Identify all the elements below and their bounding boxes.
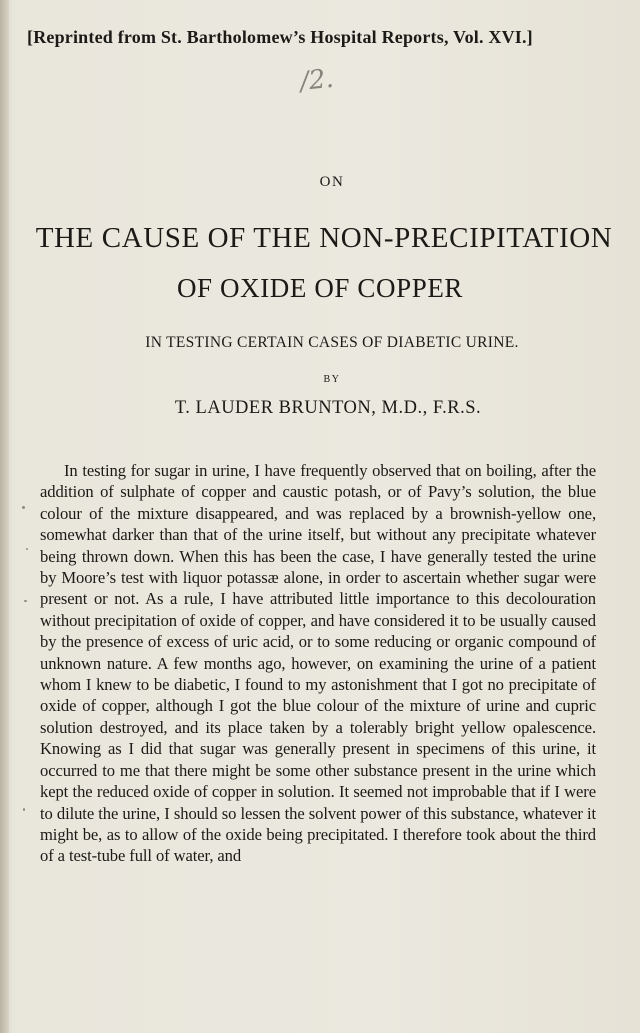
reprint-note: [Reprinted from St. Bartholomew’s Hospital Reports, Vol. XVI.] — [27, 27, 533, 47]
body-text — [40, 460, 596, 867]
byline-prefix: BY — [323, 374, 341, 385]
handwritten-mark: /2. — [298, 63, 336, 98]
paper-fleck — [22, 506, 25, 509]
binding-edge — [0, 0, 9, 1033]
title-prefix: ON — [319, 174, 345, 190]
paper-fleck — [24, 600, 27, 602]
title-line-2: OF OXIDE OF COPPER — [176, 273, 464, 303]
subtitle: IN TESTING CERTAIN CASES OF DIABETIC URINE. — [145, 334, 519, 351]
paper-fleck — [23, 808, 25, 811]
author: T. LAUDER BRUNTON, M.D., F.R.S. — [174, 398, 482, 418]
paper-fleck — [26, 548, 28, 550]
body-paragraph: In testing for sugar in urine, I have frequently observed that on boiling, after the addition of sulphate of copper and caustic potash, or of Pavy’s solution, the blue colour of the mixture disappeared, and was replaced by a brownish-yellow one, somewhat darker than that of the urine itself, but without any precipitate whatever being thrown down. When this has been the case, I have generally tested the urine by Moore’s test with liquor potassæ alone, in order to ascertain whether sugar were present or not. As a rule, I have attributed little importance to this decolouration without precipitation of oxide of copper, and have considered it to be usually caused by the presence of excess of uric acid, or to some reducing or organic compound of unknown nature. A few months ago, however, on examining the urine of a patient whom I knew to be diabetic, I found to my astonishment that I got no precipitate of oxide of copper, although I got the blue colour of the mixture of urine and cupric solution destroyed, and its place taken by a tolerably bright yellow opalescence. Knowing as I did that sugar was generally present in specimens of this urine, it occurred to me that there might be some other substance present in the urine which kept the reduced oxide of copper in solution. It seemed not improbable that if I were to dilute the urine, I should so lessen the solvent power of this substance, whatever it might be, as to allow of the oxide being precipitated. I therefore took about the third of a test-tube full of water, and — [40, 461, 596, 866]
title-line-1: THE CAUSE OF THE NON-PRECIPITATION — [35, 222, 613, 254]
